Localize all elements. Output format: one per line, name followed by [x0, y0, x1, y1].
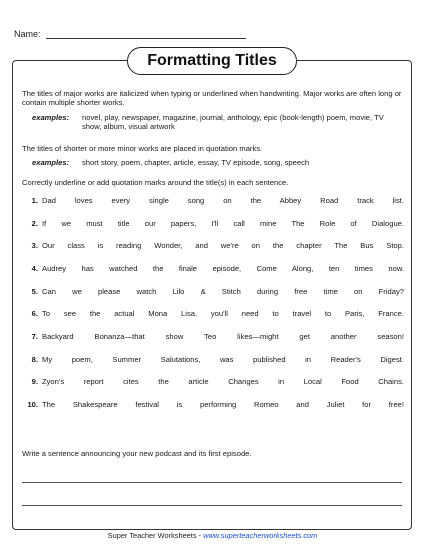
sentence-number: 6. — [31, 309, 38, 319]
answer-line-1[interactable] — [22, 482, 402, 483]
sentence-item — [22, 284, 404, 307]
minor-works-text: The titles of shorter or more minor works are placed in quotation marks. — [22, 143, 263, 153]
sentence-item — [22, 352, 404, 375]
sentence-text: If we must title our papers, I'll call mine The Role of Dialogue. — [42, 218, 404, 228]
sentence-text: My poem, Summer Salutations, was published in Reader's Digest. — [42, 354, 404, 364]
sentence-item — [22, 238, 404, 261]
footer — [0, 531, 425, 540]
instructions: Correctly underline or add quotation marks around the title(s) in each sentence. — [22, 178, 289, 188]
sentence-text: The Shakespeare festival is performing Romeo and Juliet for free! — [42, 400, 404, 410]
sentence-text: Audrey has watched the finale episode, Come Along, ten times now. — [42, 263, 404, 273]
sentence-number: 9. — [31, 377, 38, 387]
sentence-number: 1. — [31, 195, 38, 205]
worksheet-content — [22, 89, 404, 420]
footer-link[interactable]: www.superteacherworksheets.com — [203, 531, 318, 540]
sentence-item — [22, 329, 404, 352]
answer-line-2[interactable] — [22, 505, 402, 506]
sentence-item — [22, 374, 404, 397]
major-works-text: The titles of major works are italicized when typing or underlined when handwriting. Major works are often long or contain multiple shorter works. — [22, 89, 402, 108]
major-examples-label: examples: — [32, 112, 70, 122]
major-examples — [32, 113, 404, 132]
name-label: Name: — [14, 29, 41, 39]
sentence-list — [22, 193, 404, 420]
sentence-number: 8. — [31, 354, 38, 364]
minor-examples-label: examples: — [32, 158, 70, 168]
sentence-number: 2. — [31, 218, 38, 228]
sentence-item — [22, 193, 404, 216]
sentence-text: To see the actual Mona Lisa, you'll need to travel to Paris, France. — [42, 309, 404, 319]
sentence-text: Can we please watch Lilo & Stitch during free time on Friday? — [42, 286, 404, 296]
write-prompt: Write a sentence announcing your new podcast and its first episode. — [22, 449, 252, 458]
worksheet-title: Formatting Titles — [127, 47, 297, 75]
major-examples-text: novel, play, newspaper, magazine, journal, anthology, epic (book-length) poem, movie, TV show, album, visual artwork — [82, 112, 384, 132]
sentence-number: 10. — [27, 400, 38, 410]
footer-separator: - — [196, 531, 204, 540]
sentence-text: Our class is reading Wonder, and we're on the chapter The Bus Stop. — [42, 241, 404, 251]
sentence-number: 5. — [31, 286, 38, 296]
sentence-item — [22, 261, 404, 284]
sentence-text: Zyon's report cites the article Changes in Local Food Chains. — [42, 377, 404, 387]
sentence-number: 7. — [31, 331, 38, 341]
sentence-item — [22, 397, 404, 420]
name-field-row — [14, 29, 246, 39]
sentence-number: 3. — [31, 241, 38, 251]
sentence-text: Dad loves every single song on the Abbey Road track list. — [42, 195, 404, 205]
name-line[interactable] — [46, 30, 246, 39]
sentence-item — [22, 216, 404, 239]
sentence-item — [22, 306, 404, 329]
minor-examples-text: short story, poem, chapter, article, essay, TV episode, song, speech — [82, 158, 310, 168]
minor-examples — [32, 158, 404, 167]
sentence-number: 4. — [31, 263, 38, 273]
sentence-text: Backyard Bonanza—that show Teo likes—might get another season! — [42, 331, 404, 341]
footer-brand: Super Teacher Worksheets — [107, 531, 197, 540]
